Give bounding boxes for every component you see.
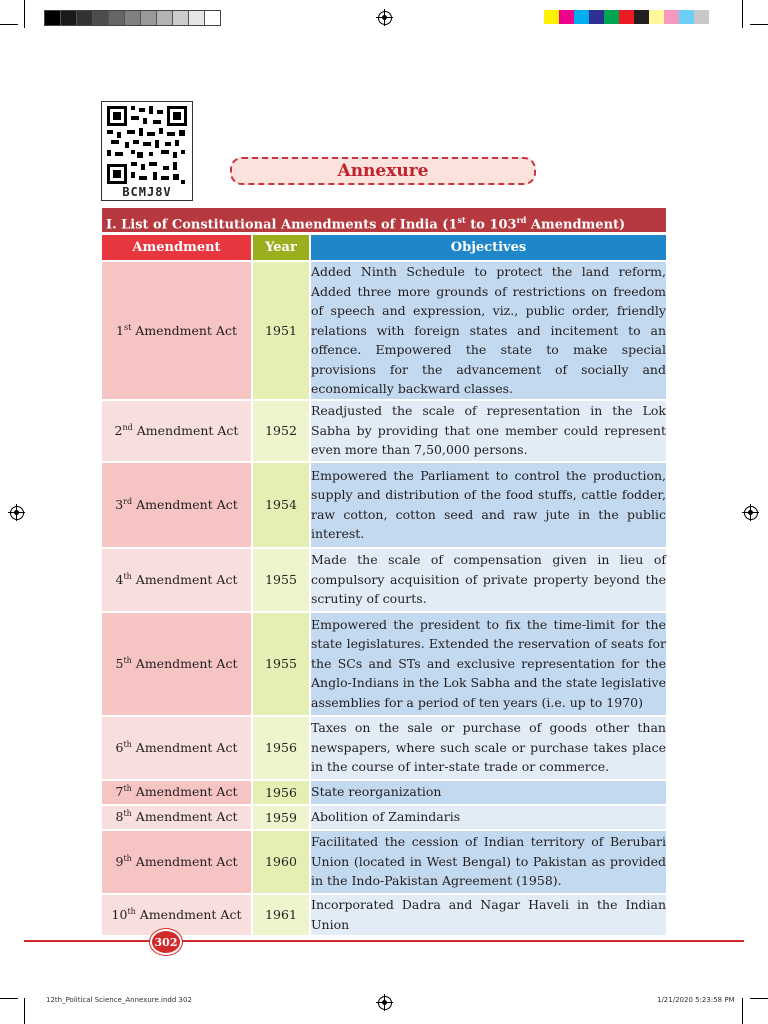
table-row bbox=[102, 463, 666, 549]
registration-mark-icon bbox=[10, 506, 24, 520]
year-cell: 1956 bbox=[253, 717, 311, 781]
amendment-ordinal: th bbox=[123, 571, 132, 581]
amendment-number: 1 bbox=[116, 322, 124, 338]
table-row bbox=[102, 831, 666, 895]
table-row bbox=[102, 262, 666, 401]
section-title-suffix: Amendment) bbox=[526, 217, 626, 233]
objective-cell: Abolition of Zamindaris bbox=[311, 806, 666, 831]
objective-cell: Facilitated the cession of Indian territory of Berubari Union (located in West Bengal) to Pakistan as provided in the Indo-Pakistan Agreement (1958). bbox=[311, 831, 666, 895]
amendment-number: 6 bbox=[115, 740, 124, 756]
column-header-amendment: Amendment bbox=[102, 235, 253, 262]
crop-mark bbox=[24, 998, 25, 1024]
amendment-ordinal: th bbox=[123, 809, 132, 819]
qr-code-icon bbox=[107, 106, 187, 184]
crop-mark bbox=[0, 24, 18, 25]
amendment-label: Amendment Act bbox=[132, 423, 239, 439]
amendment-ordinal: th bbox=[123, 739, 132, 749]
section-title-sup: rd bbox=[516, 215, 527, 225]
annexure-title-banner bbox=[230, 157, 536, 185]
section-title bbox=[102, 208, 666, 232]
amendment-cell bbox=[102, 895, 253, 937]
color-calibration-bar bbox=[544, 10, 709, 24]
amendment-ordinal: st bbox=[123, 322, 132, 332]
year-cell: 1954 bbox=[253, 463, 311, 549]
amendment-cell bbox=[102, 262, 253, 401]
amendment-cell bbox=[102, 717, 253, 781]
year-cell: 1952 bbox=[253, 401, 311, 463]
amendment-label: Amendment Act bbox=[131, 322, 237, 338]
table-row bbox=[102, 806, 666, 831]
amendment-number: 4 bbox=[115, 572, 124, 588]
amendment-cell bbox=[102, 463, 253, 549]
amendment-number: 8 bbox=[115, 809, 124, 825]
table-row bbox=[102, 401, 666, 463]
amendment-ordinal: th bbox=[123, 655, 132, 665]
year-cell: 1960 bbox=[253, 831, 311, 895]
year-cell: 1951 bbox=[253, 262, 311, 401]
column-header-objectives: Objectives bbox=[311, 235, 666, 262]
year-cell: 1961 bbox=[253, 895, 311, 937]
print-slug-filename: 12th_Political Science_Annexure.indd 302 bbox=[46, 996, 192, 1004]
table-row bbox=[102, 717, 666, 781]
amendment-cell bbox=[102, 806, 253, 831]
amendment-label: Amendment Act bbox=[131, 809, 238, 825]
section-title-sup: st bbox=[457, 215, 466, 225]
year-cell: 1959 bbox=[253, 806, 311, 831]
qr-code-label: BCMJ8V bbox=[122, 185, 172, 199]
amendment-label: Amendment Act bbox=[132, 497, 238, 513]
annexure-title: Annexure bbox=[337, 161, 429, 181]
page-number-badge bbox=[150, 929, 182, 955]
year-cell: 1955 bbox=[253, 549, 311, 613]
footer-rule bbox=[24, 940, 744, 942]
table-row bbox=[102, 895, 666, 937]
registration-mark-icon bbox=[378, 11, 392, 25]
amendment-number: 7 bbox=[115, 784, 124, 800]
table-row bbox=[102, 549, 666, 613]
registration-mark-icon bbox=[378, 996, 392, 1010]
objective-cell: Taxes on the sale or purchase of goods other than newspapers, where such scale or purchase takes place in the course of inter-state trade or commerce. bbox=[311, 717, 666, 781]
crop-mark bbox=[0, 998, 18, 999]
amendment-cell bbox=[102, 401, 253, 463]
year-cell: 1956 bbox=[253, 781, 311, 806]
table-row bbox=[102, 781, 666, 806]
table-header-row bbox=[102, 235, 666, 262]
amendment-label: Amendment Act bbox=[135, 907, 242, 923]
amendment-ordinal: th bbox=[123, 853, 132, 863]
grayscale-calibration-bar bbox=[44, 10, 221, 26]
year-cell: 1955 bbox=[253, 613, 311, 717]
amendment-label: Amendment Act bbox=[131, 572, 238, 588]
amendment-cell bbox=[102, 831, 253, 895]
amendment-number: 5 bbox=[115, 656, 124, 672]
amendment-ordinal: th bbox=[123, 784, 132, 794]
amendment-ordinal: rd bbox=[123, 496, 133, 506]
amendment-label: Amendment Act bbox=[131, 854, 238, 870]
column-header-year: Year bbox=[253, 235, 311, 262]
amendments-table bbox=[102, 235, 666, 937]
objective-cell: Incorporated Dadra and Nagar Haveli in the Indian Union bbox=[311, 895, 666, 937]
objective-cell: Empowered the Parliament to control the production, supply and distribution of the food stuffs, cattle fodder, raw cotton, cotton seed and raw jute in the public interest. bbox=[311, 463, 666, 549]
page-number: 302 bbox=[154, 935, 178, 949]
amendment-label: Amendment Act bbox=[131, 740, 238, 756]
qr-code[interactable] bbox=[101, 101, 193, 201]
print-slug-timestamp: 1/21/2020 5:23:58 PM bbox=[657, 996, 735, 1004]
amendment-number: 9 bbox=[115, 854, 124, 870]
objective-cell: Added Ninth Schedule to protect the land reform, Added three more grounds of restrictions on freedom of speech and expression, viz., public order, friendly relations with foreign states and incitement to an offence. Empowered the state to make special provisions for the advancement of socially and economically backward classes. bbox=[311, 262, 666, 401]
crop-mark bbox=[750, 998, 768, 999]
objective-cell: Made the scale of compensation given in lieu of compulsory acquisition of private property beyond the scrutiny of courts. bbox=[311, 549, 666, 613]
crop-mark bbox=[742, 998, 743, 1024]
section-title-middle: to 103 bbox=[465, 217, 517, 233]
registration-mark-icon bbox=[744, 506, 758, 520]
amendment-cell bbox=[102, 613, 253, 717]
objective-cell: Readjusted the scale of representation in the Lok Sabha by providing that one member could represent even more than 7,50,000 persons. bbox=[311, 401, 666, 463]
objective-cell: State reorganization bbox=[311, 781, 666, 806]
amendment-ordinal: nd bbox=[122, 422, 133, 432]
crop-mark bbox=[750, 24, 768, 25]
amendment-number: 3 bbox=[115, 497, 124, 513]
amendment-cell bbox=[102, 781, 253, 806]
section-title-prefix: I. List of Constitutional Amendments of India (1 bbox=[106, 217, 458, 233]
table-row bbox=[102, 613, 666, 717]
objective-cell: Empowered the president to fix the time-limit for the state legislatures. Extended the reservation of seats for the SCs and STs and exclusive representation for the Anglo-Indians in the Lok Sabha and the state legislative assemblies for a period of ten years (i.e. up to 1970) bbox=[311, 613, 666, 717]
amendment-label: Amendment Act bbox=[131, 656, 238, 672]
amendment-number: 10 bbox=[111, 907, 128, 923]
amendment-label: Amendment Act bbox=[131, 784, 238, 800]
amendment-ordinal: th bbox=[127, 906, 136, 916]
amendment-cell bbox=[102, 549, 253, 613]
crop-mark bbox=[24, 0, 25, 28]
amendment-number: 2 bbox=[114, 423, 123, 439]
crop-mark bbox=[742, 0, 743, 28]
